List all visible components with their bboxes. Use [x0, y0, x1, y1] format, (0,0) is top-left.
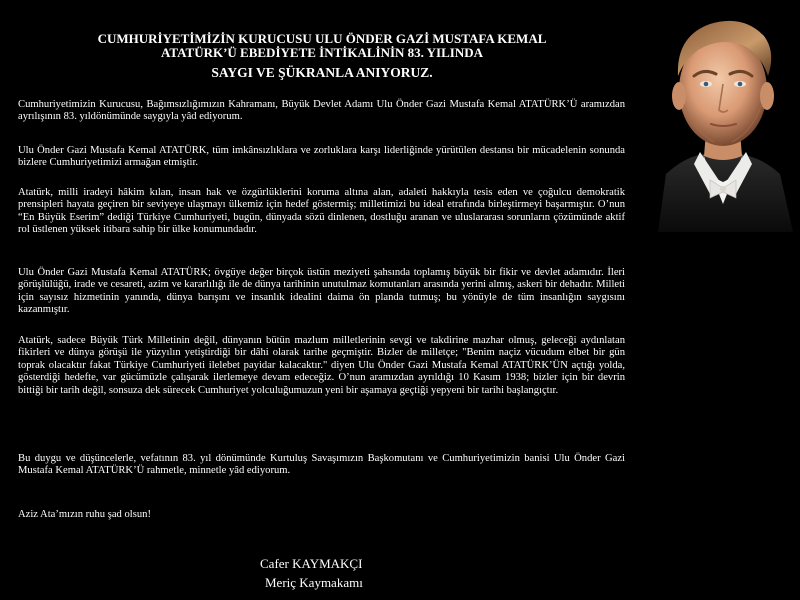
paragraph-6: Bu duygu ve düşüncelerle, vefatının 83. yıl dönümünde Kurtuluş Savaşımızın Başkomutanı ve Cumhuriyetimizin banisi Ulu Önder Gazi Mustafa Kemal ATATÜRK’Ü rahmetle, minnetle yâd ediyorum. [18, 453, 625, 477]
heading-line-3: SAYGI VE ŞÜKRANLA ANIYORUZ. [211, 65, 433, 80]
signature-block [240, 554, 400, 592]
closing-line: Aziz Ata’mızın ruhu şad olsun! [18, 509, 151, 520]
signatory-title: Meriç Kaymakamı [265, 575, 363, 590]
paragraph-5: Atatürk, sadece Büyük Türk Milletinin değil, dünyanın bütün mazlum milletlerinin sevgi ve takdirine mazhar olmuş, geleceği aydınlatan fikirleri ve dünya görüşü ile yüzyılın yetiştirdiği bir dâhi olarak tarihe geçmiştir. Bizler de milletçe; "Benim naçiz vücudum elbet bir gün toprak olacaktır fakat Türkiye Cumhuriyeti ilelebet payidar kalacaktır." diyen Ulu Önder Gazi Mustafa Kemal ATATÜRK’ÜN açtığı yolda, gösterdiği hedefte, var gücümüzle çalışarak ilerlemeye devam edeceğiz. O’nun aramızdan ayrıldığı 10 Kasım 1938; bizler için bir devrin bittiği bir tarih değil, sonsuza dek sürecek Cumhuriyet yolculuğumuzun yeni bir aşamaya geçtiği yepyeni bir tarihi başlangıçtır. [18, 335, 625, 396]
heading-line-1: CUMHURİYETİMİZİN KURUCUSU ULU ÖNDER GAZİ MUSTAFA KEMAL [97, 31, 547, 46]
portrait-photo [648, 4, 798, 232]
portrait-icon [648, 4, 798, 232]
letter-body [18, 99, 625, 520]
heading-line-2: ATATÜRK’Ü EBEDİYETE İNTİKALİNİN 83. YILINDA [160, 45, 484, 60]
paragraph-3: Atatürk, milli iradeyi hâkim kılan, insan hak ve özgürlüklerini koruma altına alan, adaleti hakkıyla tesis eden ve çoğulcu demokratik prensipleri hayata geçiren bir seviyeye ulaşmayı ülkemiz için hedef göstermiş; milletimizi bu ideal etrafında birleştirmeyi başarmıştır. O’nun “En Büyük Eserim” dediği Türkiye Cumhuriyeti, bugün, dünyada sözü dinlenen, dostluğu aranan ve uluslararası sorunların çözümünde aktif rol üstlenen yüksek itibara sahip bir ülke konumundadır. [18, 187, 625, 236]
paragraph-2: Ulu Önder Gazi Mustafa Kemal ATATÜRK, tüm imkânsızlıklara ve zorluklara karşı liderliğinde yürütülen destansı bir mücadelenin sonunda bizlere Cumhuriyetimizi armağan etmiştir. [18, 145, 625, 169]
page-heading [18, 32, 626, 80]
paragraph-1: Cumhuriyetimizin Kurucusu, Bağımsızlığımızın Kahramanı, Büyük Devlet Adamı Ulu Önder Gazi Mustafa Kemal ATATÜRK’Ü aramızdan ayrılışının 83. yıldönümünde saygıyla yâd ediyorum. [18, 99, 625, 123]
paragraph-4: Ulu Önder Gazi Mustafa Kemal ATATÜRK; övgüye değer birçok üstün meziyeti şahsında toplamış büyük bir fikir ve devlet adamıdır. İleri görüşlülüğü, irade ve cesareti, azim ve kararlılığı ile de dünya tarihinin unutulmaz komutanları arasında yerini almış, askeri bir dehadır. Milleti için sayısız hizmetinin yanında, dünya barışını ve insanlık idealini daima ön planda tutmuş; bu yönüyle de tüm insanlığın saygısını kazanmıştır. [18, 267, 625, 316]
signatory-name: Cafer KAYMAKÇI [260, 556, 363, 571]
